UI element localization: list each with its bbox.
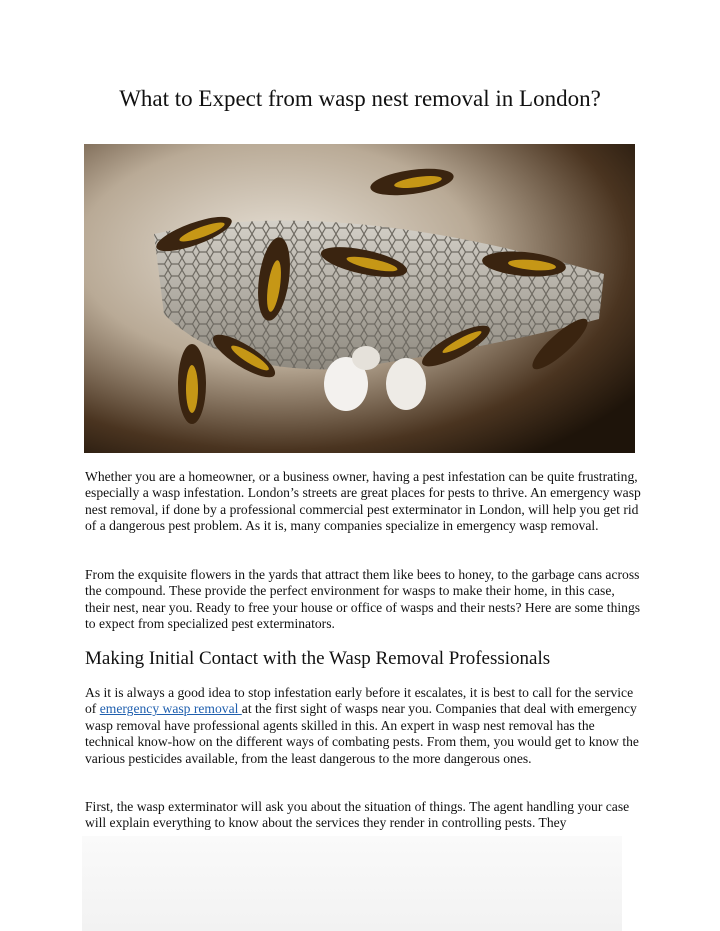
paragraph-text-start: As it is always a good idea to stop infestation early before it escalates, it is best to call for the service of <box>85 685 634 717</box>
environment-paragraph: From the exquisite flowers in the yards that attract them like bees to honey, to the garbage cans across the compound. These provide the perfect environment for wasps to make their home, in this case, their nest, near you. Ready to free your house or office of wasps and their nests? Here are some things to expect from specialized pest exterminators. <box>85 567 641 632</box>
intro-paragraph: Whether you are a homeowner, or a business owner, having a pest infestation can be quite frustrating, especially a wasp infestation. London’s streets are great places for pests to thrive. An emergency wasp nest removal, if done by a professional commercial pest exterminator in London, will help you get rid of a dangerous pest problem. As it is, many companies specialize in emergency wasp removal. <box>85 469 641 534</box>
section-heading: Making Initial Contact with the Wasp Removal Professionals <box>85 648 551 669</box>
emergency-wasp-removal-link[interactable]: emergency wasp removal <box>99 701 242 717</box>
wasp-nest-photo <box>84 144 635 453</box>
paragraph-text-end: at the first sight of wasps near you. Companies that deal with emergency wasp removal have professional agents skilled in this. An expert in wasp nest removal has the technical know-how on the different ways of combating pests. From them, you would get to know the various pesticides available, from the least dangerous to the more dangerous ones. <box>85 701 639 766</box>
page-bottom-fade <box>82 836 622 931</box>
page-title: What to Expect from wasp nest removal in London? <box>119 86 601 111</box>
wasp-nest-illustration <box>84 144 635 453</box>
exterminator-paragraph: First, the wasp exterminator will ask you about the situation of things. The agent handling your case will explain everything to know about the services they render in controlling pests. They <box>85 799 630 831</box>
initial-contact-paragraph <box>85 685 641 767</box>
